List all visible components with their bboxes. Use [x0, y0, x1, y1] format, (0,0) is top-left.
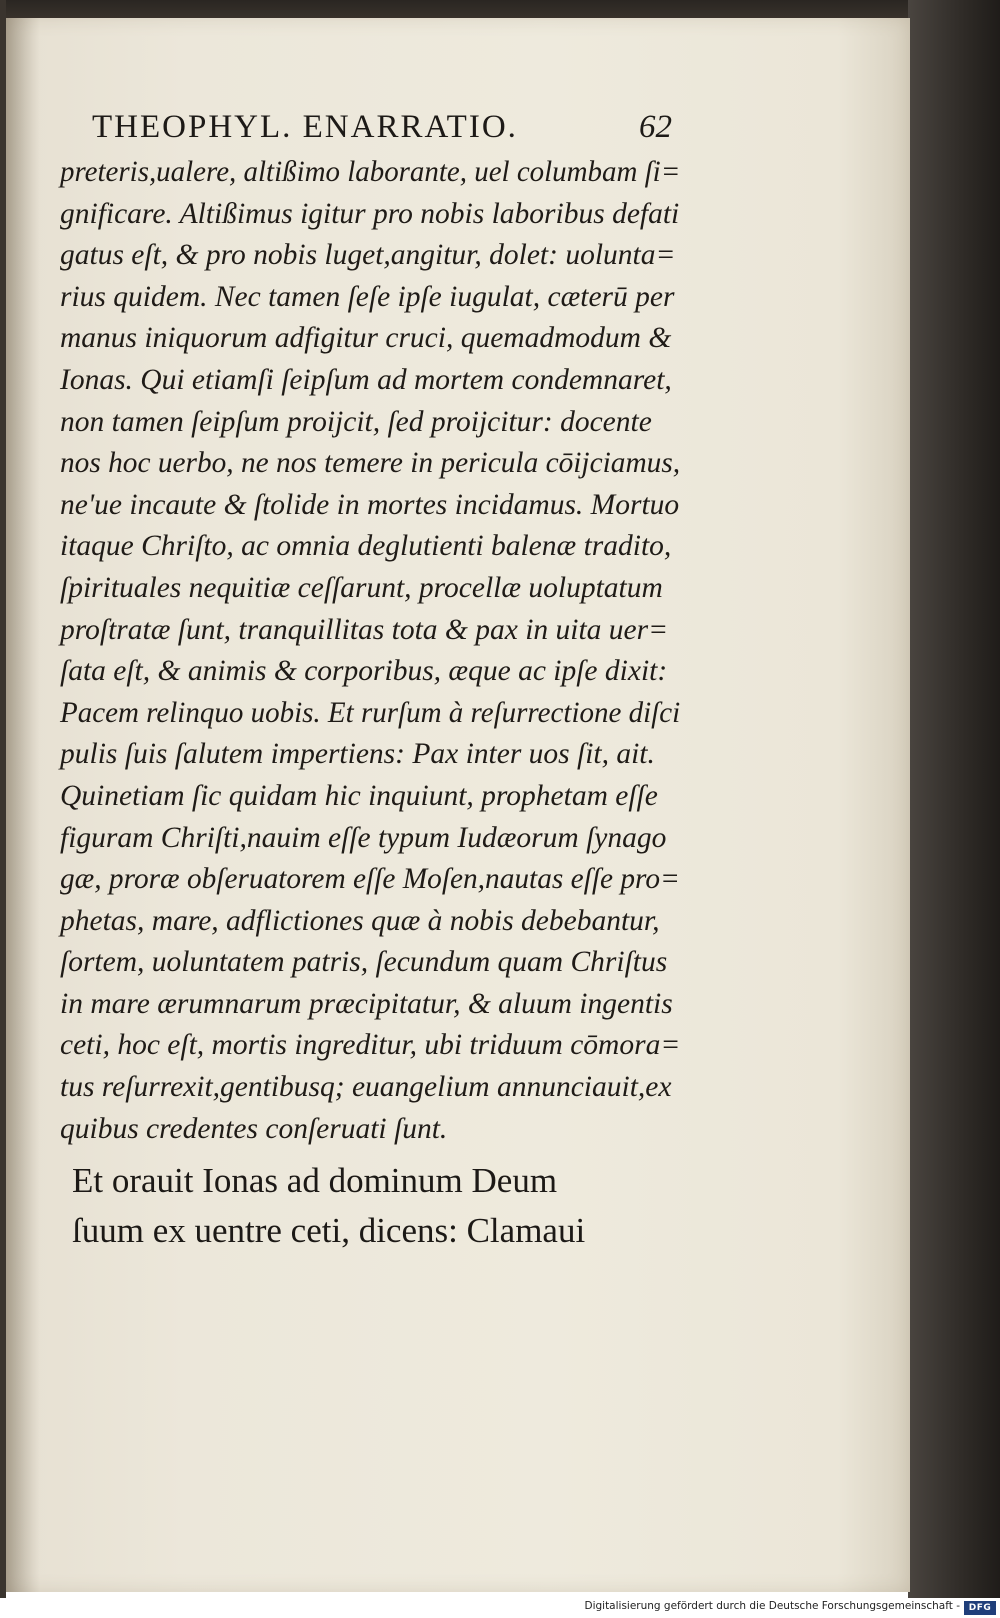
text-line: gnificare. Altißimus igitur pro nobis laboribus defati [60, 197, 680, 230]
text-line: non tamen ſeipſum proijcit, ſed proijcitur: docente [60, 405, 652, 438]
body-text [60, 152, 680, 1150]
dfg-logo: DFG [964, 1601, 996, 1615]
text-line: nos hoc uerbo, ne nos temere in pericula cōijciamus, [60, 447, 681, 480]
text-line: phetas, mare, adflictiones quæ à nobis debebantur, [60, 904, 660, 937]
text-line: itaque Chriſto, ac omnia deglutienti balenæ tradito, [60, 530, 672, 563]
scripture-verse [72, 1156, 692, 1256]
text-line: ſata eſt, & animis & corporibus, æque ac ipſe dixit: [60, 655, 668, 688]
text-line: in mare ærumnarum præcipitatur, & aluum ingentis [60, 987, 673, 1020]
text-line: quibus credentes conſeruati ſunt. [60, 1112, 448, 1145]
text-line: rius quidem. Nec tamen ſeſe ipſe iugulat, cæterū per [60, 280, 675, 313]
folio-number: 62 [639, 109, 672, 145]
verse-line: Et orauit Ionas ad dominum Deum [72, 1161, 558, 1200]
text-line: ceti, hoc eſt, mortis ingreditur, ubi triduum cōmora= [60, 1029, 681, 1062]
text-line: ſpirituales nequitiæ ceſſarunt, procellæ uoluptatum [60, 571, 663, 604]
text-line: proſtratæ ſunt, tranquillitas tota & pax in uita uer= [60, 613, 669, 646]
text-line: ſortem, uoluntatem patris, ſecundum quam Chriſtus [60, 946, 668, 979]
text-line: pulis ſuis ſalutem impertiens: Pax inter uos ſit, ait. [60, 738, 655, 771]
text-line: Ionas. Qui etiamſi ſeipſum ad mortem condemnaret, [60, 363, 672, 396]
gutter-shadow [6, 18, 40, 1592]
verse-line: ſuum ex uentre ceti, dicens: Clamaui [72, 1211, 586, 1250]
running-head-title: THEOPHYL. ENARRATIO. [92, 109, 518, 145]
scanner-backdrop-right [908, 0, 1000, 1600]
text-line: gatus eſt, & pro nobis luget,angitur, dolet: uolunta= [60, 239, 676, 272]
text-line: manus iniquorum adfigitur cruci, quemadmodum & [60, 322, 672, 355]
text-line: figuram Chriſti,nauim eſſe typum Iudæorum ſynago [60, 821, 667, 854]
text-line: ne'ue incaute & ſtolide in mortes incidamus. Mortuo [60, 488, 680, 521]
running-head [92, 104, 672, 150]
text-line: Pacem relinquo uobis. Et rurſum à reſurrectione diſci [60, 696, 681, 729]
text-line: Quinetiam ſic quidam hic inquiunt, prophetam eſſe [60, 779, 658, 812]
text-line: gæ, proræ obſeruatorem eſſe Moſen,nautas eſſe pro= [60, 863, 680, 896]
text-line: preteris,ualere, altißimo laborante, uel columbam ſi= [60, 156, 681, 188]
text-line: tus reſurrexit,gentibusq; euangelium annunciauit,ex [60, 1071, 672, 1104]
digitization-credit: Digitalisierung gefördert durch die Deutsche Forschungsgemeinschaft - [584, 1600, 960, 1612]
